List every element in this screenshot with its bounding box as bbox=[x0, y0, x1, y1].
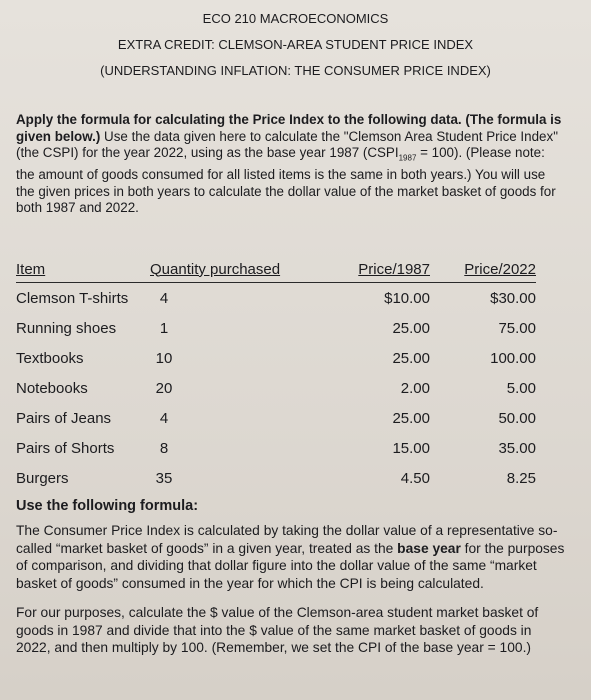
formula-heading: Use the following formula: bbox=[16, 498, 199, 514]
column-header-price-2022: Price/2022 bbox=[464, 260, 536, 278]
cell-quantity bbox=[150, 433, 330, 463]
formula-paragraph-1 bbox=[16, 522, 568, 592]
assignment-title: EXTRA CREDIT: CLEMSON-AREA STUDENT PRICE INDEX bbox=[117, 37, 474, 52]
cell-item: Textbooks bbox=[16, 349, 84, 367]
cell-price-2022: 50.00 bbox=[498, 409, 536, 427]
cell-price-1987: 25.00 bbox=[392, 319, 430, 337]
document-header bbox=[0, 6, 591, 84]
cell-quantity bbox=[150, 313, 330, 343]
cell-quantity bbox=[150, 283, 330, 314]
assignment-subtitle: (UNDERSTANDING INFLATION: THE CONSUMER PRICE INDEX) bbox=[100, 63, 491, 78]
table-row bbox=[16, 343, 536, 373]
cell-price-2022: 75.00 bbox=[498, 319, 536, 337]
quantity-value: 1 bbox=[159, 319, 169, 337]
table-row bbox=[16, 283, 536, 314]
cell-quantity bbox=[150, 403, 330, 433]
para1-text-b: for the purposes of comparison, and dividing that dollar figure into the dollar value of the same “market basket of goods” consumed in the year for which the CPI is being calculated. bbox=[16, 540, 565, 591]
table-row bbox=[16, 313, 536, 343]
instructions-text-b: = 100). (Please note: the amount of goods consumed for all listed items is the same in both years.) You will use the given prices in both years to calculate the dollar value of the market basket of goods for both 1987 and 2022. bbox=[16, 145, 556, 216]
quantity-value: 8 bbox=[159, 439, 169, 457]
cell-item: Clemson T-shirts bbox=[16, 289, 129, 307]
cell-item: Burgers bbox=[16, 469, 69, 487]
table-body bbox=[16, 283, 536, 494]
course-title: ECO 210 MACROECONOMICS bbox=[202, 11, 389, 26]
cell-price-2022: 5.00 bbox=[506, 379, 536, 397]
quantity-value: 35 bbox=[155, 469, 173, 487]
cell-price-1987: 4.50 bbox=[400, 469, 430, 487]
quantity-value: 4 bbox=[159, 289, 169, 307]
cell-price-1987: 25.00 bbox=[392, 349, 430, 367]
cell-item: Running shoes bbox=[16, 319, 117, 337]
column-header-quantity: Quantity purchased bbox=[150, 260, 281, 278]
para1-text-a: The Consumer Price Index is calculated by taking the dollar value of a representative so-called “market basket of goods” in a given year, treated as the bbox=[16, 523, 558, 556]
cell-price-1987: $10.00 bbox=[384, 289, 430, 307]
price-table bbox=[16, 256, 536, 493]
cell-price-2022: $30.00 bbox=[490, 289, 536, 307]
cell-quantity bbox=[150, 463, 330, 493]
cell-price-2022: 100.00 bbox=[490, 349, 536, 367]
cell-quantity bbox=[150, 373, 330, 403]
cell-item: Pairs of Jeans bbox=[16, 409, 112, 427]
column-header-price-1987: Price/1987 bbox=[358, 260, 430, 278]
column-header-item: Item bbox=[16, 260, 46, 278]
cell-price-2022: 35.00 bbox=[498, 439, 536, 457]
quantity-value: 10 bbox=[155, 349, 173, 367]
table-row bbox=[16, 403, 536, 433]
formula-paragraph-2: For our purposes, calculate the $ value of the Clemson-area student market basket of goods in 1987 and divide that into the $ value of the same market basket of goods in 2022, and then multiply by 100. (Remember, we set the CPI of the base year = 100.) bbox=[16, 605, 539, 655]
table-header-row bbox=[16, 256, 536, 283]
cell-price-1987: 2.00 bbox=[400, 379, 430, 397]
instructions-bold: Apply the formula for calculating the Price Index to the following data. (The formula is given below.) bbox=[16, 112, 562, 144]
para1-bold: base year bbox=[397, 540, 461, 556]
table-row bbox=[16, 433, 536, 463]
cell-item: Notebooks bbox=[16, 379, 88, 397]
quantity-value: 20 bbox=[155, 379, 173, 397]
table-row bbox=[16, 463, 536, 493]
cell-quantity bbox=[150, 343, 330, 373]
table-row bbox=[16, 373, 536, 403]
base-year-subscript: 1987 bbox=[398, 153, 417, 163]
cell-price-1987: 25.00 bbox=[392, 409, 430, 427]
cell-price-1987: 15.00 bbox=[392, 439, 430, 457]
cell-item: Pairs of Shorts bbox=[16, 439, 115, 457]
cell-price-2022: 8.25 bbox=[506, 469, 536, 487]
instructions bbox=[16, 112, 566, 217]
instructions-text-a: Use the data given here to calculate the "Clemson Area Student Price Index" (the CSPI) for the year 2022, using as the base year 1987 (CSPI bbox=[16, 128, 558, 160]
quantity-value: 4 bbox=[159, 409, 169, 427]
